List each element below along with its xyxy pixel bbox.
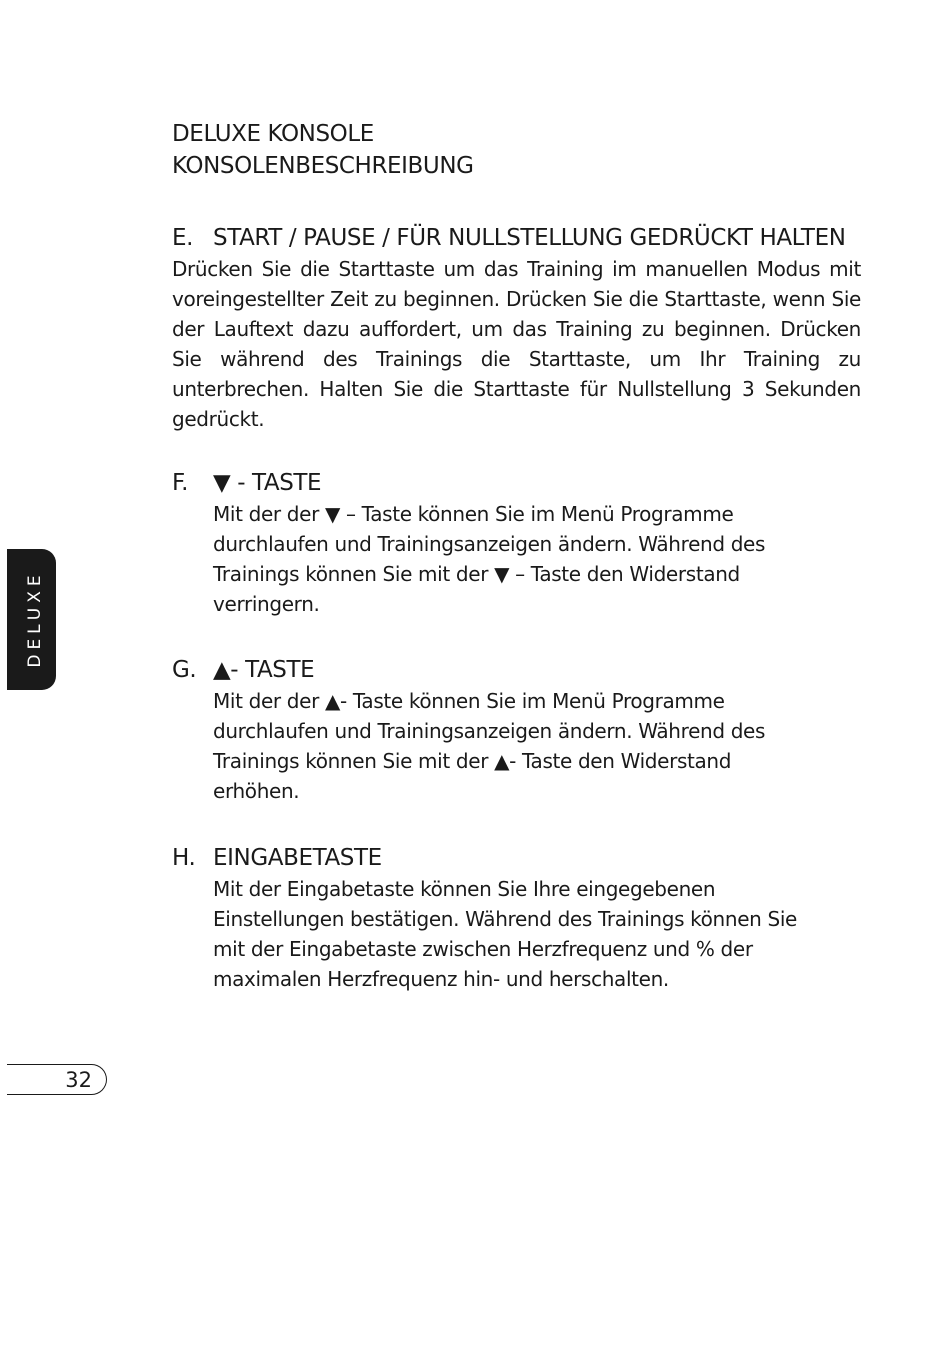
section-f-line: Trainings können Sie mit der ▼ – Taste den Widerstand xyxy=(213,562,740,586)
section-f-line: Mit der der ▼ – Taste können Sie im Menü Programme xyxy=(213,502,734,526)
section-g-line: Trainings können Sie mit der ▲- Taste den Widerstand xyxy=(213,749,732,773)
section-g-line: Mit der der ▲- Taste können Sie im Menü Programme xyxy=(213,689,725,713)
side-tab xyxy=(7,549,56,690)
section-g-heading: ▲- TASTE xyxy=(213,657,315,683)
section-f-body xyxy=(213,499,861,619)
section-h-letter: H. xyxy=(172,845,196,871)
section-f-line: verringern. xyxy=(213,592,320,616)
section-f xyxy=(172,467,861,619)
header-subtitle: KONSOLENBESCHREIBUNG xyxy=(172,153,474,179)
page-number-box xyxy=(7,1064,107,1095)
section-g-body xyxy=(213,686,861,806)
section-h-line: Einstellungen bestätigen. Während des Trainings können Sie xyxy=(213,907,798,931)
section-f-line: durchlaufen und Trainingsanzeigen ändern. Während des xyxy=(213,532,766,556)
section-h-heading: EINGABETASTE xyxy=(213,845,382,871)
section-h xyxy=(172,842,861,994)
section-e-heading: START / PAUSE / FÜR NULLSTELLUNG GEDRÜCKT HALTEN xyxy=(213,225,846,251)
section-g xyxy=(172,654,861,806)
section-f-title xyxy=(172,467,861,499)
page-header xyxy=(172,118,474,182)
side-tab-label: DELUXE xyxy=(25,570,45,668)
header-title: DELUXE KONSOLE xyxy=(172,121,374,147)
section-h-line: Mit der Eingabetaste können Sie Ihre eingegebenen xyxy=(213,877,716,901)
section-g-letter: G. xyxy=(172,657,197,683)
section-e-letter: E. xyxy=(172,225,194,251)
section-f-letter: F. xyxy=(172,470,189,496)
section-g-title xyxy=(172,654,861,686)
section-h-body xyxy=(213,874,861,994)
page-number: 32 xyxy=(65,1068,92,1092)
section-h-title xyxy=(172,842,861,874)
section-g-line: durchlaufen und Trainingsanzeigen ändern. Während des xyxy=(213,719,766,743)
section-e-title xyxy=(172,222,861,254)
section-e xyxy=(172,222,861,434)
section-e-body: Drücken Sie die Starttaste um das Training im manuellen Modus mit voreingestellter Zeit zu beginnen. Drücken Sie die Starttaste, wenn Sie der Lauftext dazu auffordert, um das Training zu beginnen. Drücken Sie während des Trainings die Starttaste, um Ihr Training zu unterbrechen. Halten Sie die Starttaste für Nullstellung 3 Sekunden gedrückt. xyxy=(172,257,861,431)
section-h-line: maximalen Herzfrequenz hin- und herschalten. xyxy=(213,967,669,991)
section-f-heading: ▼ - TASTE xyxy=(213,470,322,496)
section-h-line: mit der Eingabetaste zwischen Herzfrequenz und % der xyxy=(213,937,753,961)
section-g-line: erhöhen. xyxy=(213,779,300,803)
